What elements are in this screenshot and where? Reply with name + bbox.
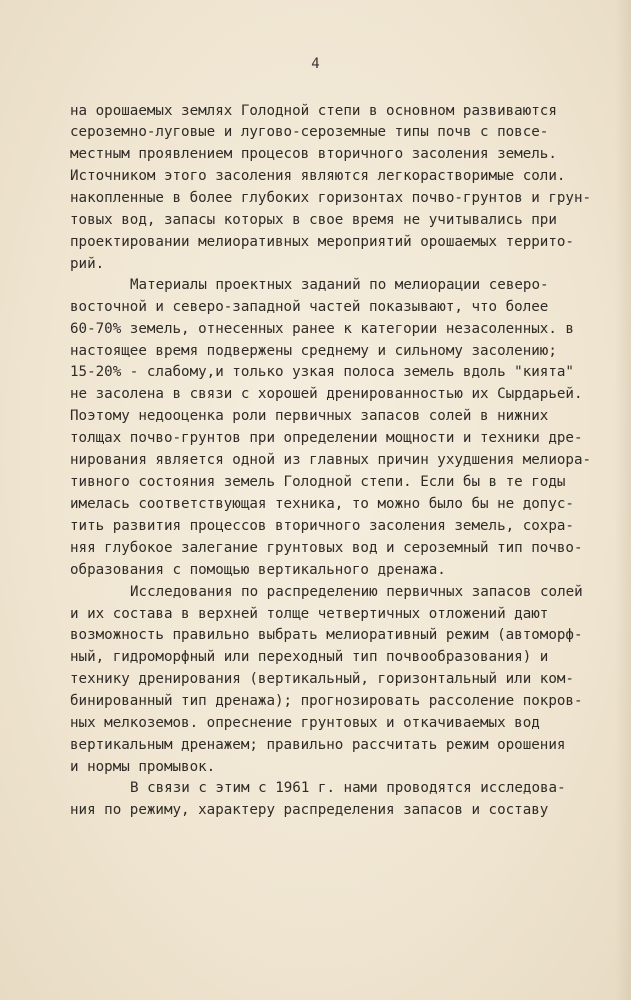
- text-line: накопленные в более глубоких горизонтах почво-грунтов и грун-: [70, 190, 592, 206]
- text-line: товых вод, запасы которых в свое время не учитывались при: [70, 212, 557, 228]
- text-line: 15-20% - слабому,и только узкая полоса земель вдоль "кията": [70, 364, 574, 380]
- text-line: проектировании мелиоративных мероприятий орошаемых террито-: [70, 234, 574, 250]
- text-line: 60-70% земель, отнесенных ранее к категории незасоленных. в: [70, 321, 574, 337]
- text-line: бинированный тип дренажа); прогнозировать рассоление покров-: [70, 693, 583, 709]
- text-line: и их состава в верхней толще четвертичных отложений дают: [70, 606, 549, 622]
- text-line: возможность правильно выбрать мелиоративный режим (автоморф-: [70, 627, 583, 643]
- text-line: ных мелкоземов. опреснение грунтовых и откачиваемых вод: [70, 715, 540, 731]
- text-line: сероземно-луговые и лугово-сероземные типы почв с повсе-: [70, 124, 549, 140]
- text-line: и нормы промывок.: [70, 759, 216, 775]
- text-line: тить развития процессов вторичного засоления земель, сохра-: [70, 518, 574, 534]
- text-line: рий.: [70, 256, 105, 272]
- page-number: 4: [311, 56, 320, 72]
- text-line: ния по режиму, характеру распределения запасов и составу: [70, 802, 549, 818]
- text-line: ный, гидроморфный или переходный тип почвообразования) и: [70, 649, 549, 665]
- text-line: образования с помощью вертикального дренажа.: [70, 562, 446, 578]
- text-line: вертикальным дренажем; правильно рассчитать режим орошения: [70, 737, 566, 753]
- text-line: толщах почво-грунтов при определении мощности и техники дре-: [70, 430, 583, 446]
- text-line: В связи с этим с 1961 г. нами проводятся исследова-: [130, 780, 566, 796]
- text-line: настоящее время подвержены среднему и сильному засолению;: [70, 343, 557, 359]
- text-line: восточной и северо-западной частей показывают, что более: [70, 299, 549, 315]
- text-line: на орошаемых землях Голодной степи в основном развиваются: [70, 103, 557, 119]
- page-edge-shadow: [615, 0, 631, 1000]
- text-line: местным проявлением процесов вторичного засоления земель.: [70, 146, 557, 162]
- text-line: нирования является одной из главных причин ухудшения мелиора-: [70, 452, 592, 468]
- text-line: Материалы проектных заданий по мелиорации северо-: [130, 277, 549, 293]
- text-line: имелась соответствующая техника, то можно было бы не допус-: [70, 496, 574, 512]
- text-line: Исследования по распределению первичных запасов солей: [130, 584, 583, 600]
- text-line: няя глубокое залегание грунтовых вод и сероземный тип почво-: [70, 540, 583, 556]
- text-line: технику дренирования (вертикальный, горизонтальный или ком-: [70, 671, 574, 687]
- text-line: тивного состояния земель Голодной степи. Если бы в те годы: [70, 474, 566, 490]
- text-line: Источником этого засоления являются легкорастворимые соли.: [70, 168, 566, 184]
- text-line: не засолена в связи с хорошей дренированностью их Сырдарьей.: [70, 386, 583, 402]
- text-line: Поэтому недооценка роли первичных запасов солей в нижних: [70, 408, 549, 424]
